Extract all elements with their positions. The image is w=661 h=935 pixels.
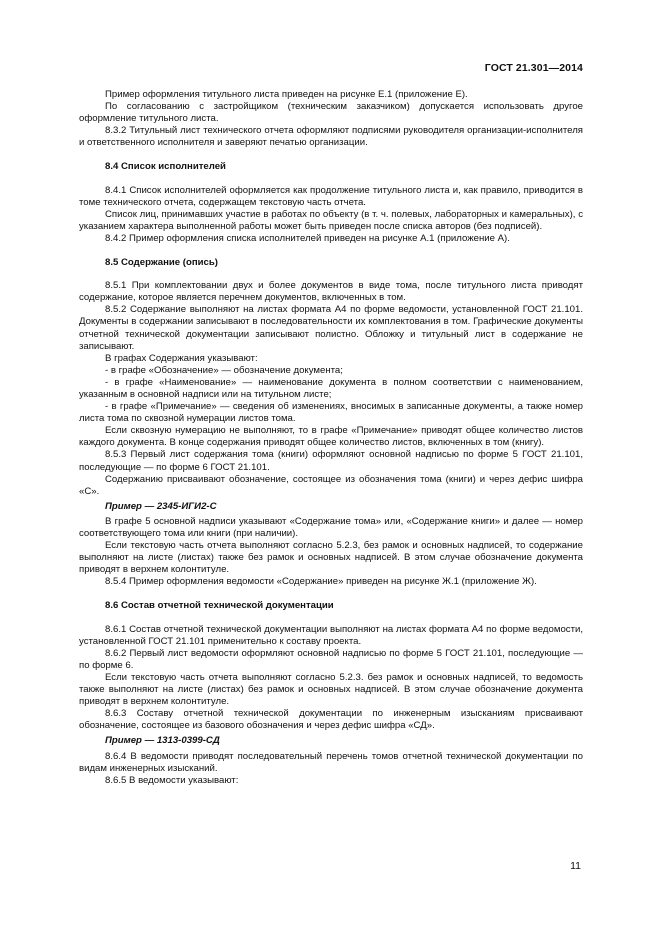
paragraph: В графах Содержания указывают: <box>105 352 258 364</box>
paragraph: В графе 5 основной надписи указывают «Содержание тома» или, «Содержание книги» и далее — номер соответствующего тома или книги (при наличии). <box>79 515 583 539</box>
paragraph: 8.5.1 При комплектовании двух и более документов в виде тома, после титульного листа приводят содержание, которое является перечнем документов, включенных в том. <box>79 280 583 304</box>
paragraph: 8.4.1 Список исполнителей оформляется как продолжение титульного листа и, как правило, приводится в томе технического отчета, содержащем текстовую часть отчета. <box>79 184 583 208</box>
paragraph: 8.5.4 Пример оформления ведомости «Содержание» приведен на рисунке Ж.1 (приложение Ж). <box>105 576 537 588</box>
paragraph: 8.5.2 Содержание выполняют на листах формата А4 по форме ведомости, установленной ГОСТ 21.101. Документы в содержании записывают в последовательности их комплектования в том. Графические документы отчетной технической документации записывают полистно. Обложку и титульный лист в содержание не записывают. <box>79 304 583 352</box>
paragraph: 8.6.3 Составу отчетной технической документации по инженерным изысканиям присваивают обозначение, состоящее из базового обозначения и через дефис шифра «СД». <box>79 708 583 732</box>
section-heading-8-5: 8.5 Содержание (опись) <box>105 257 218 269</box>
paragraph: Пример оформления титульного листа приведен на рисунке Е.1 (приложение Е). <box>105 89 468 100</box>
document-code-header: ГОСТ 21.301—2014 <box>484 62 583 74</box>
list-item: - в графе «Наименование» — наименование документа в полном соответствии с наименованием, указанным в основной надписи или на титульном листе; <box>79 376 583 400</box>
page-number: 11 <box>570 860 581 872</box>
paragraph: 8.5.3 Первый лист содержания тома (книги) оформляют основной надписью по форме 5 ГОСТ 21.101, последующие — по форме 6 ГОСТ 21.101. <box>79 449 583 473</box>
paragraph: Если текстовую часть отчета выполняют согласно 5.2.3, без рамок и основных надписей, то содержание выполняют на листе (листах) также без рамок и основных надписей. В этом случае обозначение документа приводят в верхнем колонтитуле. <box>79 540 583 576</box>
paragraph: 8.3.2 Титульный лист технического отчета оформляют подписями руководителя организации-исполнителя и ответственного исполнителя и заверяют печатью организации. <box>79 125 583 149</box>
paragraph: 8.6.4 В ведомости приводят последовательный перечень томов отчетной технической документации по видам инженерных изысканий. <box>79 750 583 774</box>
example-line: Пример — 2345-ИГИ2-С <box>105 500 217 512</box>
example-line: Пример — 1313-0399-СД <box>105 735 220 747</box>
paragraph: 8.6.1 Состав отчетной технической документации выполняют на листах формата А4 по форме ведомости, установленной ГОСТ 21.101 применительно к составу проекта. <box>79 623 583 647</box>
paragraph: Если сквозную нумерацию не выполняют, то в графе «Примечание» приводят общее количество листов каждого документа. В конце содержания приводят общее количество листов, включенных в том (книгу). <box>79 425 583 449</box>
section-heading-8-4: 8.4 Список исполнителей <box>105 161 226 173</box>
paragraph: 8.6.5 В ведомости указывают: <box>105 774 239 786</box>
paragraph: Содержанию присваивают обозначение, состоящее из обозначения тома (книги) и через дефис шифра «С». <box>79 473 583 497</box>
list-item: - в графе «Обозначение» — обозначение документа; <box>105 364 343 376</box>
paragraph: 8.4.2 Пример оформления списка исполнителей приведен на рисунке А.1 (приложение А). <box>105 232 510 244</box>
paragraph: Список лиц, принимавших участие в работах по объекту (в т. ч. полевых, лабораторных и камеральных), с указанием характера выполненной работы может быть приведен после списка авторов (без подписей). <box>79 208 583 232</box>
paragraph: 8.6.2 Первый лист ведомости оформляют основной надписью по форме 5 ГОСТ 21.101, последующие — по форме 6. <box>79 647 583 671</box>
document-body <box>79 89 583 787</box>
paragraph: Если текстовую часть отчета выполняют согласно 5.2.3. без рамок и основных надписей, то ведомость также выполняют на листе (листах) без рамок и основных надписей. В этом случае обозначение документа приводят в верхнем колонтитуле. <box>79 671 583 708</box>
paragraph: По согласованию с застройщиком (техническим заказчиком) допускается использовать другое оформление титульного листа. <box>79 101 583 125</box>
section-heading-8-6: 8.6 Состав отчетной технической документации <box>105 600 334 612</box>
list-item: - в графе «Примечание» — сведения об изменениях, вносимых в записанные документы, а также номер листа тома по сквозной нумерации листов тома. <box>79 401 583 425</box>
